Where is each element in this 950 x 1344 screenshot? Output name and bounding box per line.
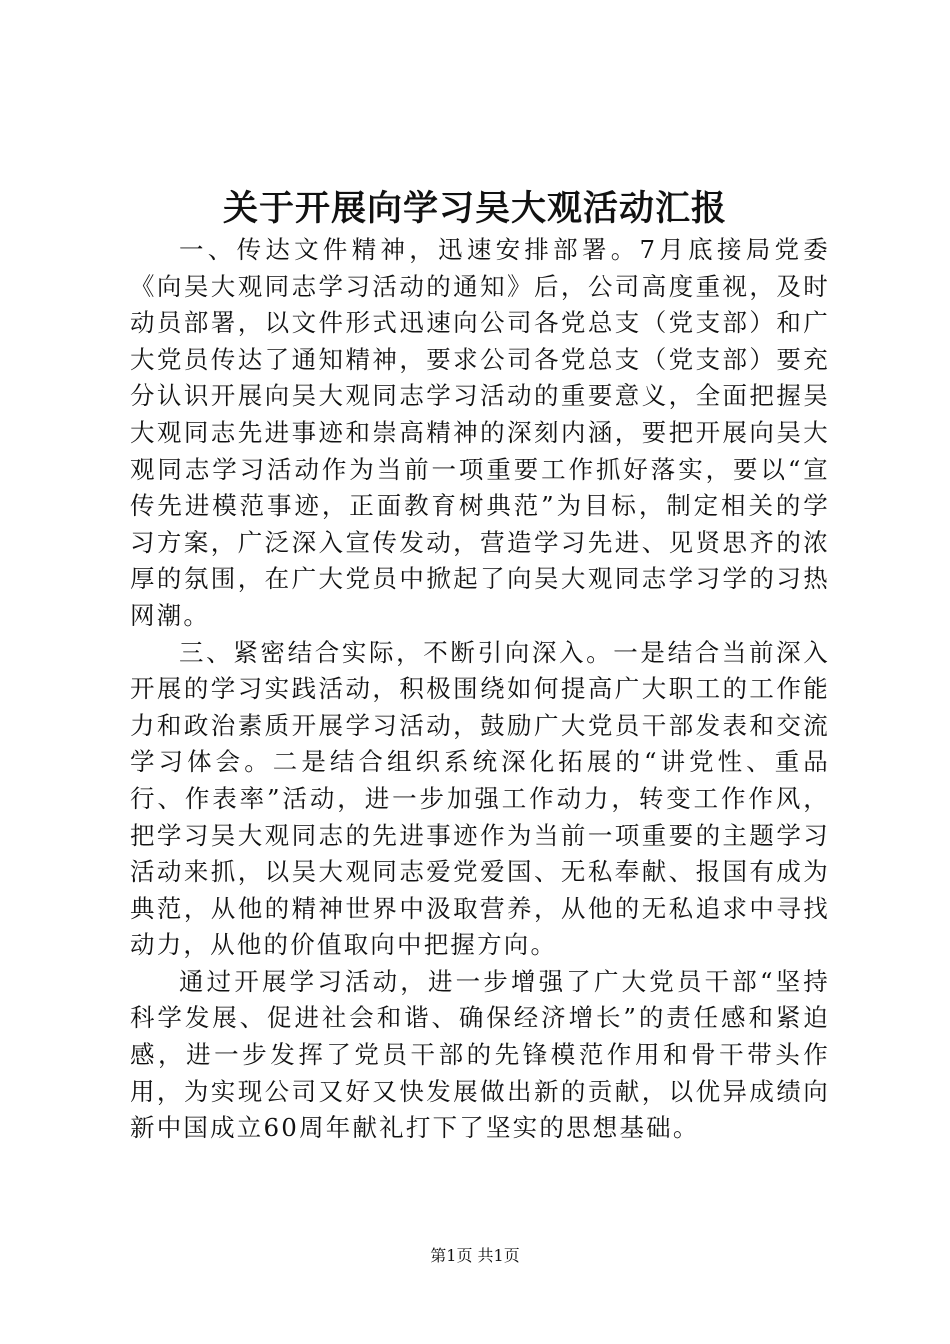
paragraph-3: 通过开展学习活动，进一步增强了广大党员干部“坚持科学发展、促进社会和谐、确保经济增长”的责任感和紧迫感，进一步发挥了党员干部的先锋模范作用和骨干带头作用，为实现公司又好又快发展做出新的贡献，以优异成绩向新中国成立60周年献礼打下了坚实的思想基础。 [130, 966, 830, 1143]
document-title: 关于开展向学习吴大观活动汇报 [222, 188, 727, 229]
page-footer: 第1页 共1页 [430, 1246, 520, 1265]
paragraph-2: 三、紧密结合实际，不断引向深入。一是结合当前深入开展的学习实践活动，积极围绕如何提高广大职工的工作能力和政治素质开展学习活动，鼓励广大党员干部发表和交流学习体会。二是结合组织系统深化拓展的“讲党性、重品行、作表率”活动，进一步加强工作动力，转变工作作风，把学习吴大观同志的先进事迹作为当前一项重要的主题学习活动来抓，以吴大观同志爱党爱国、无私奉献、报国有成为典范，从他的精神世界中汲取营养，从他的无私追求中寻找动力，从他的价值取向中把握方向。 [130, 637, 830, 960]
document-body [130, 232, 830, 1147]
paragraph-1: 一、传达文件精神，迅速安排部署。7月底接局党委《向吴大观同志学习活动的通知》后，公司高度重视，及时动员部署，以文件形式迅速向公司各党总支（党支部）和广大党员传达了通知精神，要求公司各党总支（党支部）要充分认识开展向吴大观同志学习活动的重要意义，全面把握吴大观同志先进事迹和崇高精神的深刻内涵，要把开展向吴大观同志学习活动作为当前一项重要工作抓好落实，要以“宣传先进模范事迹，正面教育树典范”为目标，制定相关的学习方案，广泛深入宣传发动，营造学习先进、见贤思齐的浓厚的氛围，在广大党员中掀起了向吴大观同志学习学的习热网潮。 [130, 235, 830, 630]
